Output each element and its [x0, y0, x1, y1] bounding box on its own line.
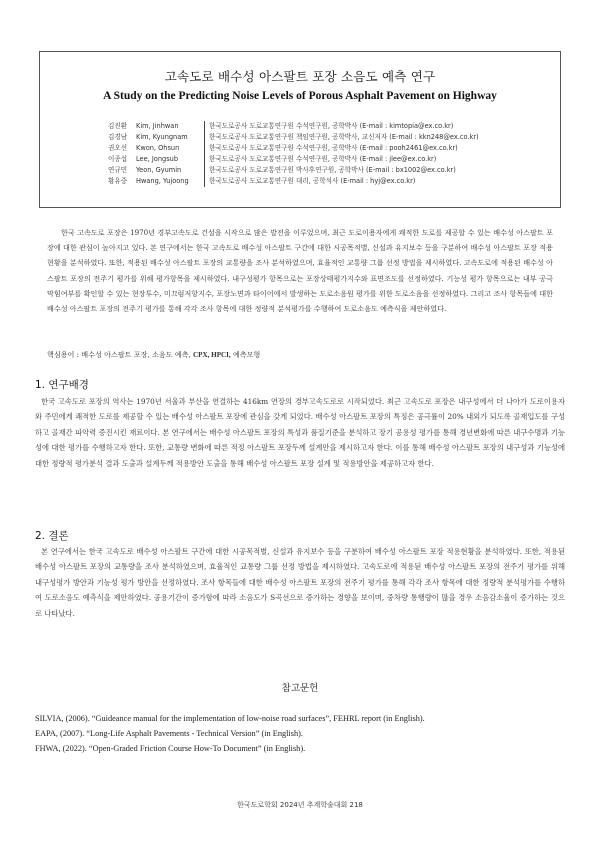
- author-name-english: Kim, Kyungnam: [136, 133, 188, 141]
- author-affiliation: 한국도로공사 도로교통연구원 수석연구원, 공학박사 (E-mail : kimtopia@ex.co.kr): [204, 121, 453, 132]
- author-name-english: Hwang, Yujoong: [136, 177, 189, 185]
- author-list: [108, 121, 538, 187]
- author-name-korean: 김진환: [108, 122, 128, 130]
- author-affiliation: 한국도로공사 도로교통연구원 수석연구원, 공학박사 (E-mail : jlee@ex.co.kr): [204, 154, 436, 165]
- reference-item: SILVIA, (2006). “Guideance manual for the implementation of low-noise road surfaces”, FEHRL report (in English).: [35, 714, 425, 723]
- author-name-korean: 권오선: [108, 144, 128, 152]
- author-row: [108, 143, 538, 154]
- author-name-korean: 김경남: [108, 133, 128, 141]
- abstract-paragraph: 한국 고속도로 포장은 1970년 경부고속도로 건설을 시작으로 많은 발전을 이루었으며, 최근 도로이용자에게 쾌적한 도로를 제공할 수 있는 배수성 아스팔트 포장에 대한 관심이 높아지고 있다. 본 연구에서는 한국 고속도로 배수성 아스팔트 구간에 대한 시공목적별, 신설과 유지보수 등을 구분하여 배수성 아스팔트 포장 적용현황을 분석하였다. 또한, 적용된 배수성 아스팔트 포장의 교통량을 조사 분석하였으며, 효율적인 교통량 그룹 선정 방법을 제시하였다. 고속도로에 적용된 배수성 아스팔트 포장의 전주기 평가를 위해 평가항목을 제시하였다. 내구성평가 항목으로는 포장상태평가지수와 표면조도를 선정하였다. 기능성 평가 항목으로는 내부 공극 막힘여부를 확인할 수 있는 현장투수, 미끄럼저항지수, 포장노면과 타이어에서 발생하는 도로소음원 평가를 위한 도로소음을 선정하였다. 그리고 조사 항목들에 대한 배수성 아스팔트 포장의 전주기 평가를 통해 각각 조사 항목에 대한 정량적 분석평가를 수행하여 도로소음도 예측식을 제안하였다.: [47, 228, 553, 314]
- author-name-english: Kwon, Ohsun: [136, 144, 180, 152]
- author-name-english: Yeon, Gyumin: [136, 166, 182, 174]
- author-row: [108, 154, 538, 165]
- author-name-korean: 연규민: [108, 166, 128, 174]
- reference-list: [35, 711, 565, 756]
- author-row: [108, 121, 538, 132]
- reference-item: EAPA, (2007). “Long-Life Asphalt Pavements - Technical Version” (in English).: [35, 729, 303, 738]
- author-name-korean: 황유중: [108, 177, 128, 185]
- paper-title-korean: 고속도로 배수성 아스팔트 포장 소음도 예측 연구: [164, 69, 436, 84]
- author-affiliation: 한국도로공사 도로교통연구원 박사후연구원, 공학박사 (E-mail : bx1002@ex.co.kr): [204, 165, 456, 176]
- author-row: [108, 132, 538, 143]
- references-title: 참고문헌: [281, 683, 319, 694]
- author-name-english: Kim, Jinhwan: [136, 122, 179, 130]
- paper-title-english: A Study on the Predicting Noise Levels of Porous Asphalt Pavement on Highway: [103, 90, 497, 102]
- section-heading-conclusion: 2. 결론: [35, 530, 69, 542]
- keywords-label: 핵심용어 : 배수성 아스팔트 포장, 소음도 예측,: [47, 350, 191, 359]
- section-heading-background: 1. 연구배경: [35, 379, 89, 391]
- reference-item: FHWA, (2022). “Open-Graded Friction Course How-To Document” (in English).: [35, 744, 306, 753]
- page-footer: 한국도로학회 2024년 추계학술대회 218: [237, 801, 363, 809]
- section-body-conclusion: 본 연구에서는 한국 고속도로 배수성 아스팔트 구간에 대한 시공목적별, 신설과 유지보수 등을 구분하여 배수성 아스팔트 포장 적용현황을 분석하였다. 또한, 적용된 배수성 아스팔트 포장의 교통량을 조사 분석하였으며, 효율적인 교통량 그룹 선정 방법을 제시하였다. 고속도로에 적용된 배수성 아스팔트 포장의 전주기 평가를 위해 내구성평가 방안과 기능성 평가 방안을 선정하였다. 조사 항목들에 대한 배수성 아스팔트 포장의 전주기 평가를 통해 각각 조사 항목에 대한 정량적 분석평가를 수행하여 도로소음도 예측식을 제안하였다. 공용기간이 증가함에 따라 소음도가 S곡선으로 증가하는 경향을 보이며, 중차량 통행량이 많을 경우 소음감소율이 증가하는 것으로 나타났다.: [35, 547, 565, 618]
- keywords-bold: CPX, HPCI,: [193, 351, 231, 359]
- keywords-line: [47, 350, 553, 360]
- section-body-background: 한국 고속도로 포장의 역사는 1970년 서울과 부산을 연결하는 416km 연장의 경부고속도로로 시작되었다. 최근 고속도로 포장은 내구성에서 더 나아가 도로이용자와 주민에게 쾌적한 도로를 제공할 수 있는 배수성 아스팔트 포장에 관심을 갖게 되었다. 배수성 아스팔트 포장의 특징은 공극률이 20% 내외가 되도록 골재입도를 구성하고 골재간 파악력 증진시킨 재료이다. 본 연구에서는 배수성 아스팔트 포장의 특성과 품질기준을 분석하고 장기 공용성 평가를 통해 경년변화에 따른 내구수명과 기능성에 대한 평가를 수행하고자 한다. 또한, 교통량 변화에 따른 적정 아스팔트 포장두께 설계안을 제시하고자 한다. 이를 통해 배수성 아스팔트 포장의 내구성과 기능성에 대한 정량적 평가분석 결과 도출과 설계두께 적용방안 도출을 통해 배수성 아스팔트 포장 설계 및 적용방안을 제공하고자 한다.: [35, 397, 565, 468]
- author-name-english: Lee, Jongsub: [136, 155, 179, 163]
- paper-header-box: [39, 51, 561, 208]
- author-affiliation: 한국도로공사 도로교통연구원 수석연구원, 공학박사 (E-mail : pooh2461@ex.co.kr): [204, 143, 458, 154]
- author-row: [108, 176, 538, 187]
- author-row: [108, 165, 538, 176]
- author-affiliation: 한국도로공사 도로교통연구원 책임연구원, 공학박사, 교신저자 (E-mail : kkn248@ex.co.kr): [204, 132, 479, 143]
- author-affiliation: 한국도로공사 도로교통연구원 대리, 공학석사 (E-mail : hyj@ex.co.kr): [204, 176, 415, 187]
- author-name-korean: 이종섭: [108, 155, 128, 163]
- keywords-tail: 예측모형: [232, 350, 261, 359]
